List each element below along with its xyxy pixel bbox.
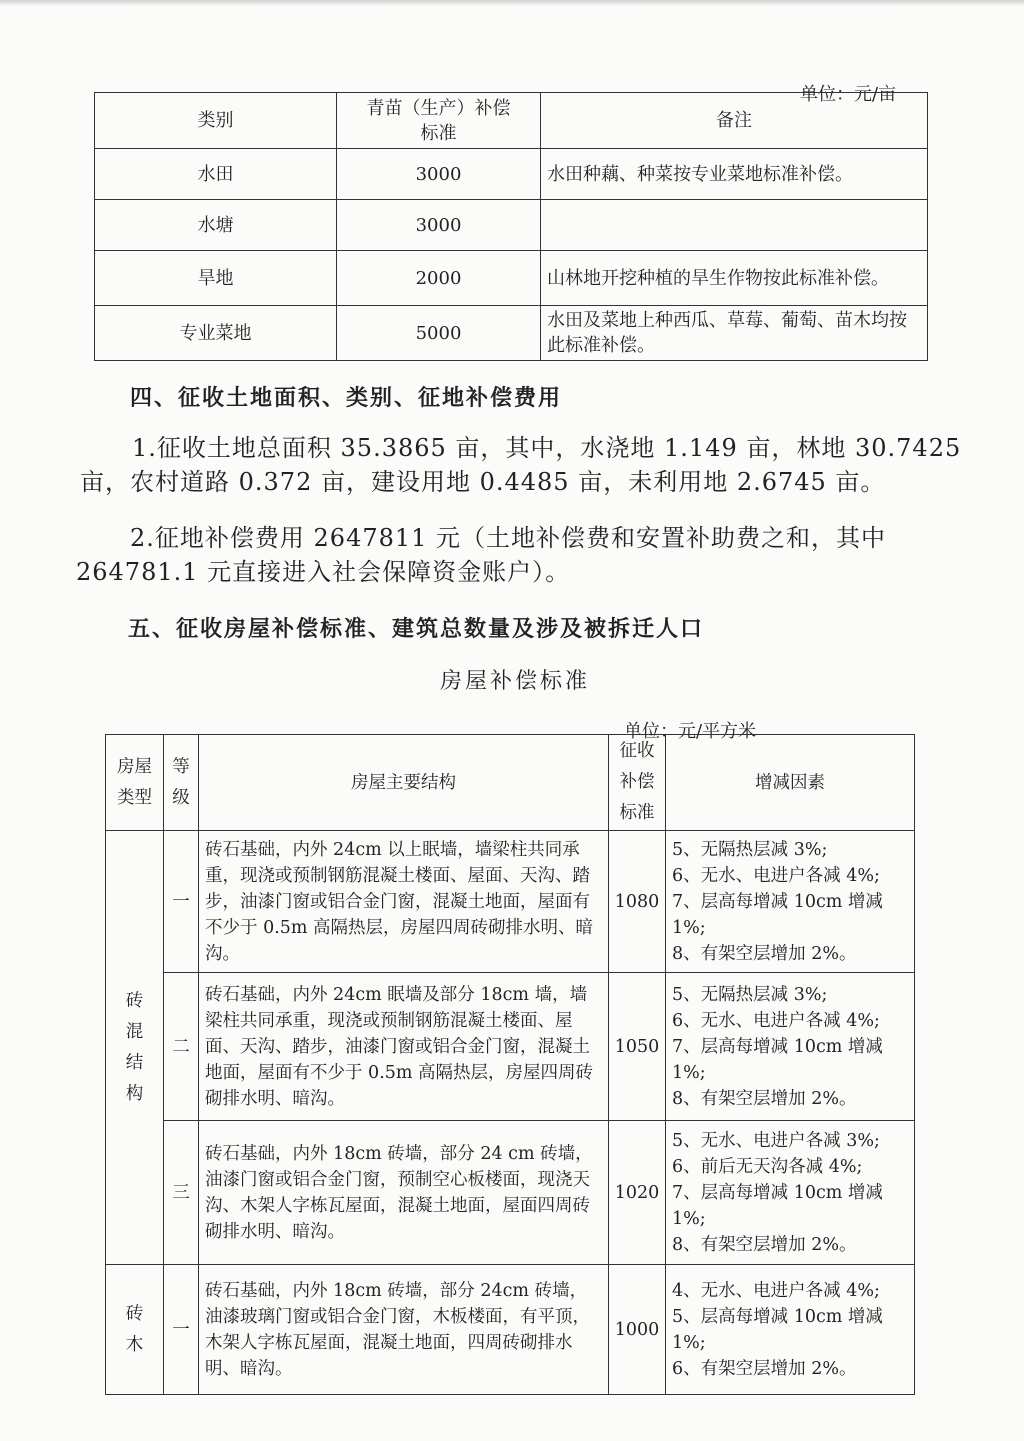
cell-note: 水田种藕、种菜按专业菜地标准补偿。 (541, 149, 928, 200)
cell-standard: 3000 (337, 149, 541, 200)
factor-item: 6、无水、电进户各减 4%; (672, 1010, 880, 1031)
cell-factors (666, 973, 915, 1121)
page-top-edge (0, 0, 1024, 6)
cell-structure: 砖石基础，内外 24cm 以上眠墙，墙梁柱共同承重，现浇或预制钢筋混凝土楼面、屋面、天沟、踏步，油漆门窗或铝合金门窗，混凝土地面，屋面有不少于 0.5m 高隔热层，房屋四周砖砌排水明、暗沟。 (199, 831, 609, 973)
cell-grade: 一 (164, 1265, 199, 1395)
cell-price: 1080 (609, 831, 666, 973)
cell-category: 专业菜地 (95, 306, 337, 361)
factor-item: 4、无水、电进户各减 4%; (672, 1280, 880, 1301)
cell-note: 水田及菜地上种西瓜、草莓、葡萄、苗木均按此标准补偿。 (541, 306, 928, 361)
header-factors: 增减因素 (666, 735, 915, 831)
factor-item: 5、无水、电进户各减 3%; (672, 1130, 880, 1151)
cell-price: 1050 (609, 973, 666, 1121)
cell-category: 旱地 (95, 251, 337, 306)
section-4-paragraph-1: 1.征收土地总面积 35.3865 亩，其中，水浇地 1.149 亩，林地 30.7425 亩，农村道路 0.372 亩，建设用地 0.4485 亩，未利用地 2.6745 亩。 (80, 434, 962, 496)
crop-compensation-table (94, 92, 928, 361)
factor-item: 6、无水、电进户各减 4%; (672, 865, 880, 886)
unit-label: 单位：元/平方米 (624, 721, 757, 742)
cell-grade: 二 (164, 973, 199, 1121)
header-grade: 等级 (164, 735, 199, 831)
cell-house-type: 砖混结构 (106, 831, 164, 1265)
header-structure: 房屋主要结构 (199, 735, 609, 831)
factor-item: 8、有架空层增加 2%。 (672, 1234, 857, 1255)
factor-item: 5、层高每增减 10cm 增减 1%; (672, 1306, 883, 1353)
cell-standard: 5000 (337, 306, 541, 361)
cell-note (541, 200, 928, 251)
cell-factors (666, 831, 915, 973)
unit-label: 单位：元/亩 (800, 84, 897, 105)
section-5-heading: 五、征收房屋补偿标准、建筑总数量及涉及被拆迁人口 (128, 617, 705, 642)
factor-item: 6、有架空层增加 2%。 (672, 1358, 857, 1379)
table-title: 房屋补偿标准 (440, 669, 591, 694)
section-4-heading: 四、征收土地面积、类别、征地补偿费用 (130, 386, 563, 411)
cell-factors (666, 1265, 915, 1395)
factor-item: 7、层高每增减 10cm 增减 1%; (672, 1182, 883, 1229)
cell-grade: 三 (164, 1121, 199, 1265)
cell-structure: 砖石基础，内外 18cm 砖墙，部分 24 cm 砖墙，油漆门窗或铝合金门窗，预制空心板楼面，现浇天沟、木架人字栋瓦屋面，混凝土地面，屋面四周砖砌排水明、暗沟。 (199, 1121, 609, 1265)
header-note: 备注 (541, 93, 928, 149)
header-standard: 青苗（生产）补偿标准 (337, 93, 541, 149)
cell-price: 1020 (609, 1121, 666, 1265)
cell-structure: 砖石基础，内外 24cm 眠墙及部分 18cm 墙，墙梁柱共同承重，现浇或预制钢筋混凝土楼面、屋面、天沟、踏步，油漆门窗或铝合金门窗，混凝土地面，屋面有不少于 0.5m 高隔热层，房屋四周砖砌排水明、暗沟。 (199, 973, 609, 1121)
factor-item: 7、层高每增减 10cm 增减 1%; (672, 1036, 883, 1083)
cell-grade: 一 (164, 831, 199, 973)
cell-factors (666, 1121, 915, 1265)
cell-note: 山林地开挖种植的旱生作物按此标准补偿。 (541, 251, 928, 306)
section-4-paragraph-2: 2.征地补偿费用 2647811 元（土地补偿费和安置补助费之和，其中 264781.1 元直接进入社会保障资金账户）。 (76, 524, 887, 586)
factor-item: 5、无隔热层减 3%; (672, 839, 828, 860)
cell-category: 水塘 (95, 200, 337, 251)
header-price: 征收补偿标准 (609, 735, 666, 831)
cell-structure: 砖石基础，内外 18cm 砖墙，部分 24cm 砖墙，油漆玻璃门窗或铝合金门窗，木板楼面，有平顶，木架人字栋瓦屋面，混凝土地面，四周砖砌排水明、暗沟。 (199, 1265, 609, 1395)
factor-item: 6、前后无天沟各减 4%; (672, 1156, 863, 1177)
house-compensation-table (105, 734, 915, 1395)
cell-standard: 2000 (337, 251, 541, 306)
header-house-type: 房屋类型 (106, 735, 164, 831)
header-category: 类别 (95, 93, 337, 149)
factor-item: 5、无隔热层减 3%; (672, 984, 828, 1005)
cell-category: 水田 (95, 149, 337, 200)
cell-standard: 3000 (337, 200, 541, 251)
cell-house-type: 砖木 (106, 1265, 164, 1395)
cell-price: 1000 (609, 1265, 666, 1395)
factor-item: 8、有架空层增加 2%。 (672, 943, 857, 964)
factor-item: 8、有架空层增加 2%。 (672, 1088, 857, 1109)
factor-item: 7、层高每增减 10cm 增减 1%; (672, 891, 883, 938)
